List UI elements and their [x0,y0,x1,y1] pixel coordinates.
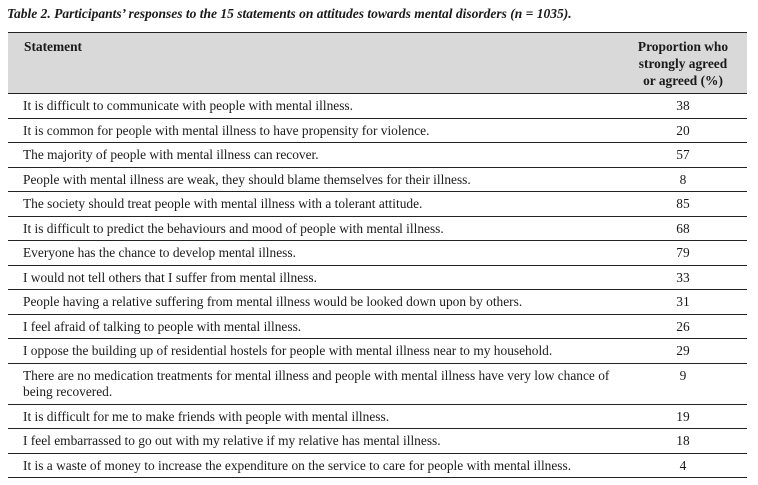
statement-cell: Everyone has the chance to develop mental illness. [8,241,619,266]
proportion-cell: 38 [619,94,747,119]
statement-cell: I oppose the building up of residential hostels for people with mental illness near to my household. [8,339,619,364]
table-row [8,143,747,168]
proportion-cell: 29 [619,339,747,364]
proportion-cell: 31 [619,290,747,315]
statement-cell: The majority of people with mental illness can recover. [8,143,619,168]
table-row [8,453,747,478]
header-proportion-line2: strongly agreed [638,56,728,71]
statement-cell: It is common for people with mental illness to have propensity for violence. [8,118,619,143]
statement-cell: It is a waste of money to increase the expenditure on the service to care for people with mental illness. [8,453,619,478]
header-statement: Statement [8,33,619,94]
proportion-cell: 20 [619,118,747,143]
proportion-cell: 79 [619,241,747,266]
statement-cell: People having a relative suffering from mental illness would be looked down upon by others. [8,290,619,315]
table-row [8,265,747,290]
proportion-cell: 57 [619,143,747,168]
table-row [8,118,747,143]
proportion-cell: 68 [619,216,747,241]
header-proportion-line3: or agreed (%) [643,73,723,88]
header-proportion [619,33,747,94]
table-row [8,192,747,217]
statement-cell: I feel afraid of talking to people with mental illness. [8,314,619,339]
proportion-cell: 18 [619,429,747,454]
statement-cell: It is difficult for me to make friends with people with mental illness. [8,404,619,429]
proportion-cell: 85 [619,192,747,217]
statement-cell: The society should treat people with mental illness with a tolerant attitude. [8,192,619,217]
table-row [8,339,747,364]
statement-cell: People with mental illness are weak, they should blame themselves for their illness. [8,167,619,192]
header-proportion-line1: Proportion who [637,39,729,54]
table-row [8,94,747,119]
proportion-cell: 9 [619,363,747,404]
table-row [8,290,747,315]
table-row [8,167,747,192]
statement-cell: I feel embarrassed to go out with my relative if my relative has mental illness. [8,429,619,454]
proportion-cell: 26 [619,314,747,339]
table-row [8,429,747,454]
attitudes-table [8,32,747,478]
table-row [8,363,747,404]
statement-cell: It is difficult to predict the behaviours and mood of people with mental illness. [8,216,619,241]
statement-cell: It is difficult to communicate with people with mental illness. [8,94,619,119]
proportion-cell: 33 [619,265,747,290]
table-header-row [8,33,747,94]
statement-cell: There are no medication treatments for mental illness and people with mental illness have very low chance of being recovered. [8,363,619,404]
table-row [8,216,747,241]
table-row [8,404,747,429]
table-caption: Table 2. Participants’ responses to the 15 statements on attitudes towards mental disorders (n = 1035). [7,6,572,21]
proportion-cell: 19 [619,404,747,429]
proportion-cell: 8 [619,167,747,192]
proportion-cell: 4 [619,453,747,478]
table-row [8,314,747,339]
table-row [8,241,747,266]
statement-cell: I would not tell others that I suffer from mental illness. [8,265,619,290]
